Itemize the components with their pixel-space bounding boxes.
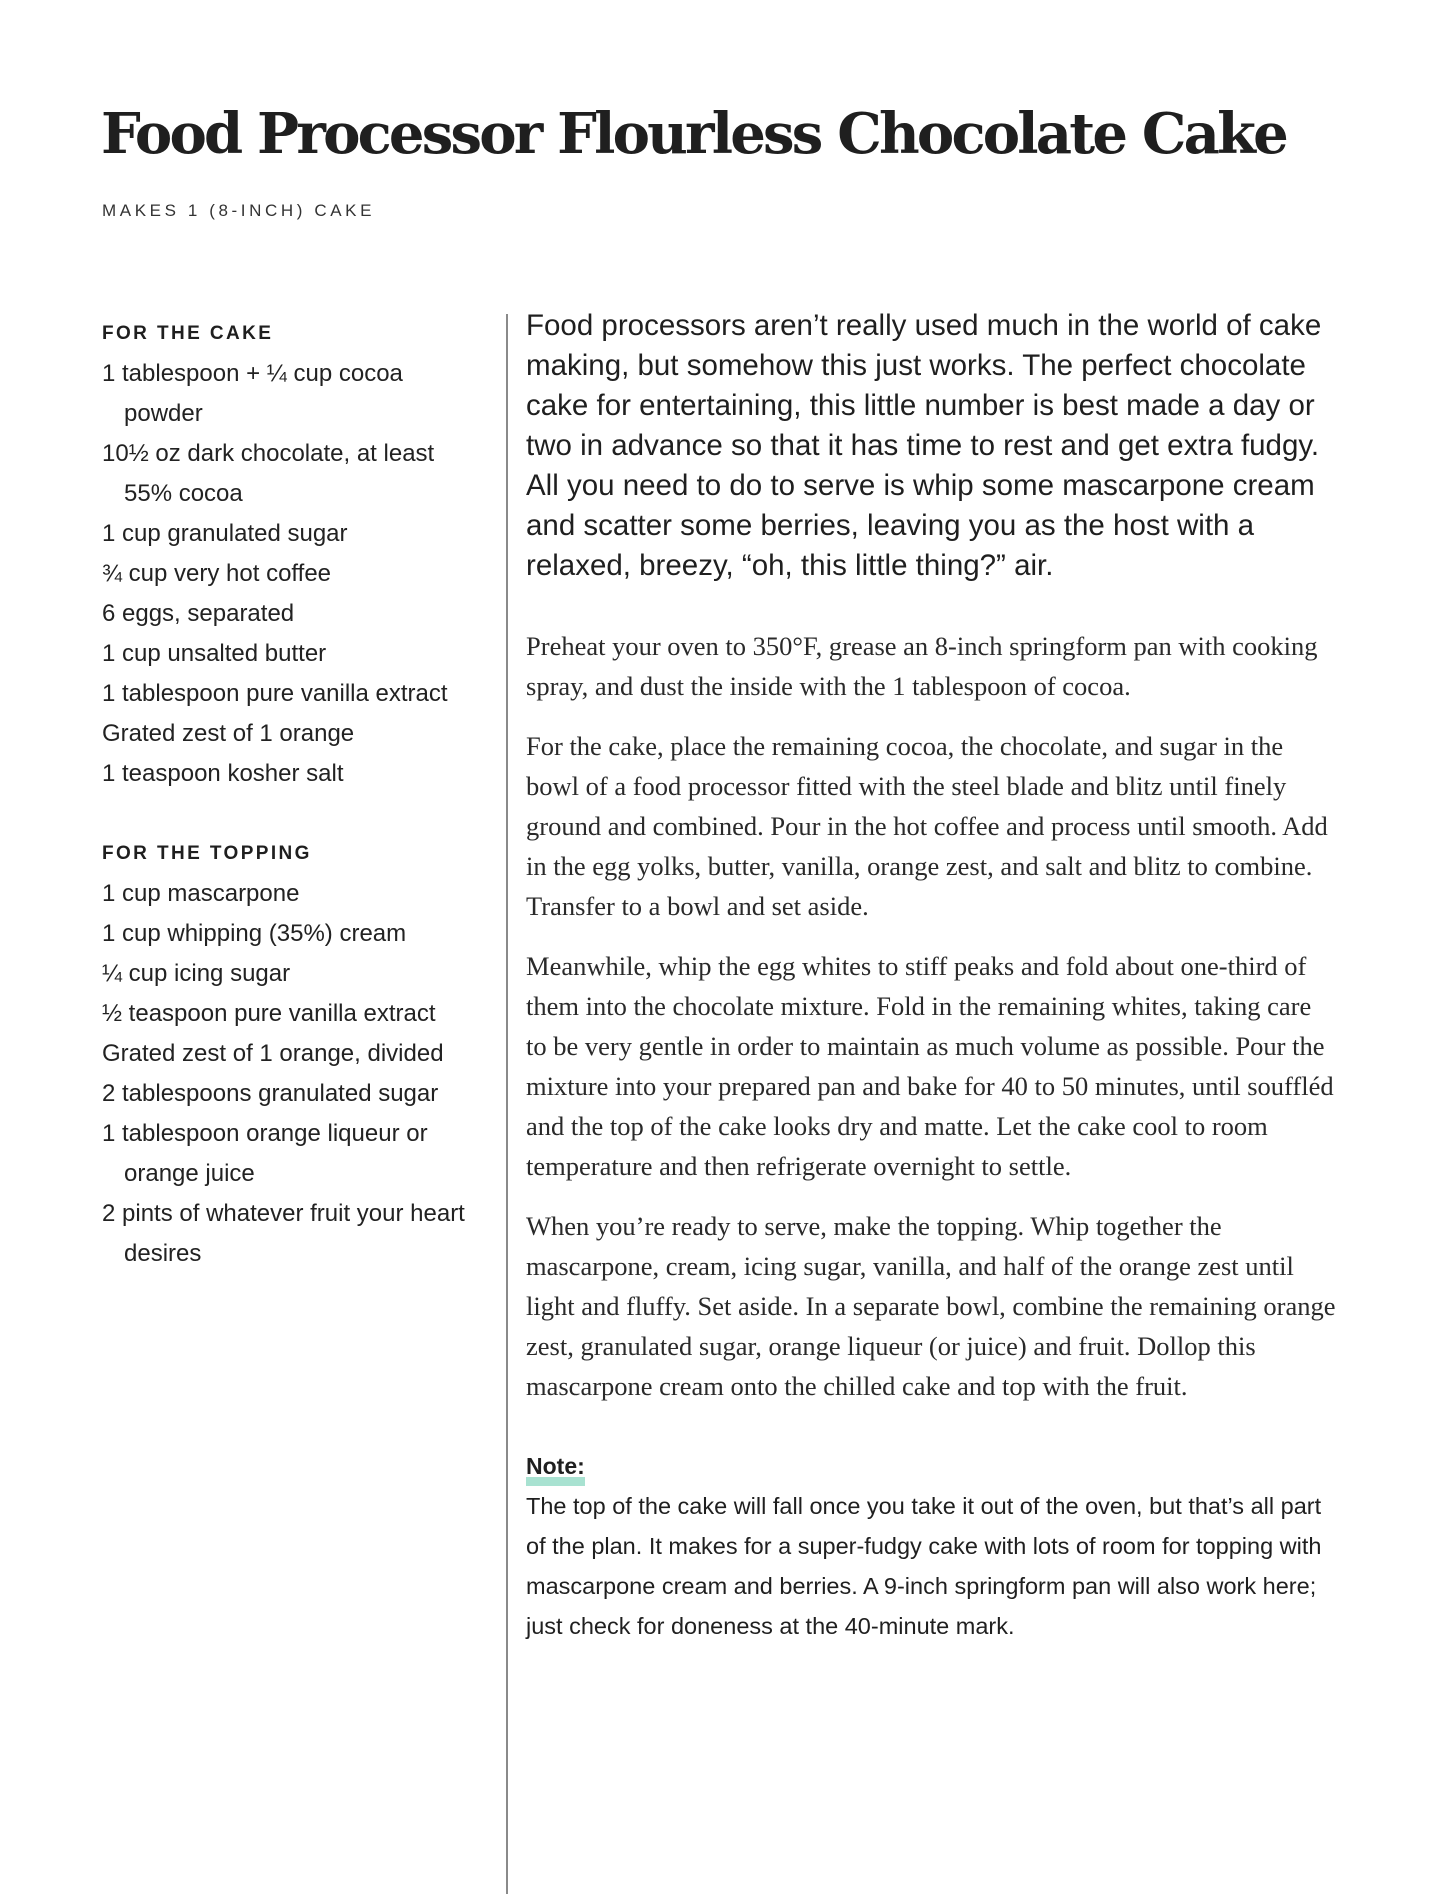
ingredient-item: 1 cup whipping (35%) cream [102, 920, 407, 947]
method-column [526, 306, 1336, 1646]
column-divider [506, 314, 508, 1894]
ingredient-item: Grated zest of 1 orange, divided [102, 1040, 444, 1067]
method-step: Meanwhile, whip the egg whites to stiff peaks and fold about one-third of them into the chocolate mixture. Fold in the remaining whites, taking care to be very gentle in order to maintain as much volume as possible. Pour the mixture into your prepared pan and bake for 40 to 50 minutes, until souffléd and the top of the cake looks dry and matte. Let the cake cool to room temperature and then refrigerate overnight to settle. [526, 951, 1334, 1181]
ingredient-item: ½ teaspoon pure vanilla extract [102, 1000, 436, 1027]
ingredient-item: 1 teaspoon kosher salt [102, 760, 344, 787]
ingredient-item: 1 cup mascarpone [102, 880, 300, 907]
ingredients-column [102, 314, 482, 1274]
method-step: Preheat your oven to 350°F, grease an 8-inch springform pan with cooking spray, and dust the inside with the 1 tablespoon of cocoa. [526, 631, 1318, 701]
ingredient-item: 10½ oz dark chocolate, at least 55% cocoa [102, 440, 435, 507]
topping-ingredients-list [102, 874, 482, 1274]
recipe-yield: MAKES 1 (8-INCH) CAKE [102, 201, 376, 220]
ingredient-item: ¼ cup icing sugar [102, 960, 291, 987]
ingredient-item: 1 tablespoon + ¼ cup cocoa powder [102, 360, 403, 427]
section-spacer [102, 794, 482, 834]
ingredient-item: ¾ cup very hot coffee [102, 560, 332, 587]
cake-ingredients-list [102, 354, 482, 794]
topping-ingredients-heading: FOR THE TOPPING [102, 843, 312, 864]
note-text: The top of the cake will fall once you take it out of the oven, but that’s all part of the plan. It makes for a super-fudgy cake with lots of room for topping with mascarpone cream and berries. A 9-inch springform pan will also work here; just check for doneness at the 40-minute mark. [526, 1493, 1322, 1639]
recipe-note [526, 1446, 1336, 1646]
ingredient-item: 2 pints of whatever fruit your heart desires [102, 1200, 465, 1267]
ingredient-item: 1 cup unsalted butter [102, 640, 327, 667]
method-step: When you’re ready to serve, make the topping. Whip together the mascarpone, cream, icing sugar, vanilla, and half of the orange zest until light and fluffy. Set aside. In a separate bowl, combine the remaining orange zest, granulated sugar, orange liqueur (or juice) and fruit. Dollop this mascarpone cream onto the chilled cake and top with the fruit. [526, 1211, 1336, 1401]
recipe-title: Food Processor Flourless Chocolate Cake [101, 101, 1286, 167]
cake-ingredients-heading: FOR THE CAKE [102, 323, 274, 344]
ingredient-item: 1 tablespoon pure vanilla extract [102, 680, 448, 707]
recipe-intro: Food processors aren’t really used much in the world of cake making, but somehow this just works. The perfect chocolate cake for entertaining, this little number is best made a day or two in advance so that it has time to rest and get extra fudgy. All you need to do to serve is whip some mascarpone cream and scatter some berries, leaving you as the host with a relaxed, breezy, “oh, this little thing?” air. [526, 309, 1322, 582]
ingredient-item: 6 eggs, separated [102, 600, 295, 627]
method-step: For the cake, place the remaining cocoa, the chocolate, and sugar in the bowl of a food processor fitted with the steel blade and blitz until finely ground and combined. Pour in the hot coffee and process until smooth. Add in the egg yolks, butter, vanilla, orange zest, and salt and blitz to combine. Transfer to a bowl and set aside. [526, 731, 1328, 921]
note-label: Note: [526, 1446, 585, 1486]
ingredient-item: 1 tablespoon orange liqueur or orange juice [102, 1120, 428, 1187]
ingredient-item: 1 cup granulated sugar [102, 520, 348, 547]
ingredient-item: 2 tablespoons granulated sugar [102, 1080, 439, 1107]
ingredient-item: Grated zest of 1 orange [102, 720, 355, 747]
